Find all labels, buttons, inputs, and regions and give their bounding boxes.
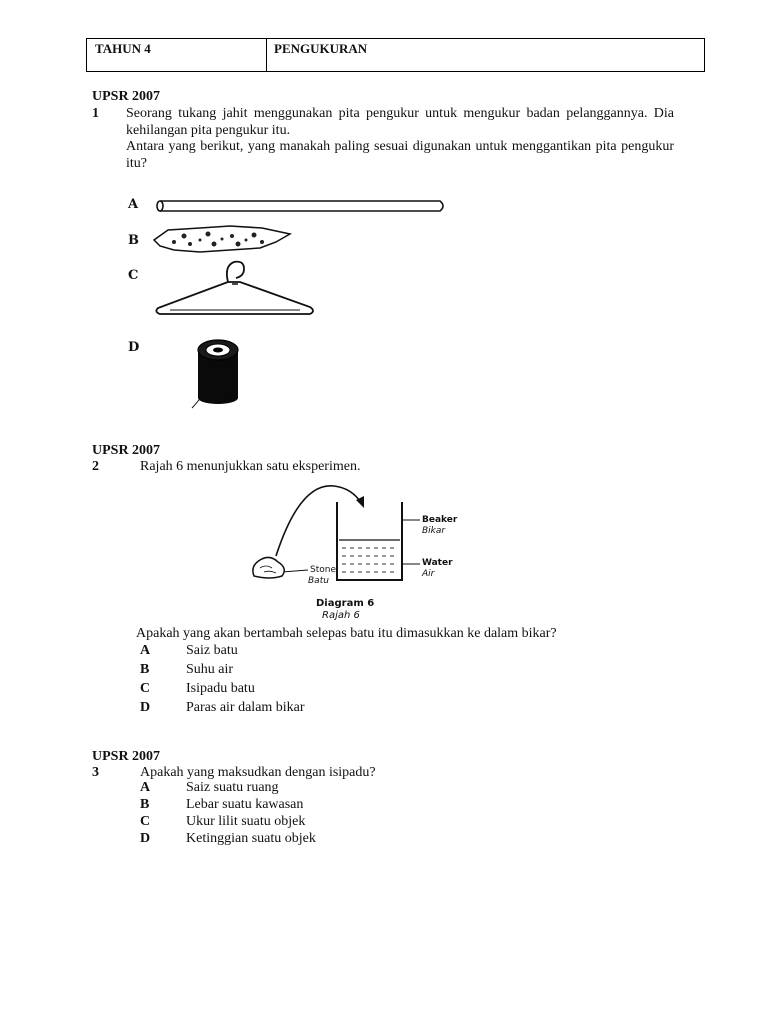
q1-option-c-label: C (128, 268, 139, 283)
q2-option-c-text: Isipadu batu (186, 681, 255, 696)
beaker-label-en: Beaker (422, 515, 458, 525)
q2-option-a-letter: A (140, 643, 151, 658)
q2-source: UPSR 2007 (92, 443, 161, 458)
q2-option-b-text: Suhu air (186, 662, 234, 677)
q3-option-d-letter: D (140, 831, 151, 846)
q3-option-c-letter: C (140, 814, 151, 829)
q2-stem: Rajah 6 menunjukkan satu eksperimen. (140, 459, 361, 474)
rod-icon (150, 196, 450, 216)
q1-line2: Antara yang berikut, yang manakah paling sesuai digunakan untuk menggantikan pita pengukur itu? (126, 139, 674, 171)
q1-number: 1 (92, 106, 99, 121)
stone-label-ms: Batu (308, 576, 329, 586)
water-label-ms: Air (422, 569, 435, 579)
q3-option-d-text: Ketinggian suatu objek (186, 831, 316, 846)
q2-question: Apakah yang akan bertambah selepas batu itu dimasukkan ke dalam bikar? (136, 626, 557, 641)
q2-option-a-text: Saiz batu (186, 643, 238, 658)
header-table (86, 38, 705, 72)
q1-option-b-label: B (128, 233, 139, 248)
header-topic: PENGUKURAN (274, 41, 368, 56)
q1-source: UPSR 2007 (92, 89, 161, 104)
q2-option-d-letter: D (140, 700, 151, 715)
q2-number: 2 (92, 459, 99, 474)
diagram-6 (240, 478, 460, 623)
q3-option-c-text: Ukur lilit suatu objek (186, 814, 306, 829)
q1-option-d-label: D (128, 340, 140, 355)
q3-number: 3 (92, 765, 99, 780)
diagram-title-ms: Rajah 6 (322, 610, 360, 621)
q3-option-b-letter: B (140, 797, 150, 812)
diagram-title-en: Diagram 6 (316, 598, 375, 609)
q3-source: UPSR 2007 (92, 749, 161, 764)
q2-option-d-text: Paras air dalam bikar (186, 700, 305, 715)
water-label-en: Water (422, 558, 453, 568)
q2-option-c-letter: C (140, 681, 151, 696)
thread-spool-icon (190, 336, 246, 410)
q3-option-a-letter: A (140, 780, 151, 795)
hanger-icon (150, 256, 320, 320)
cloth-icon (150, 222, 295, 256)
q3-question: Apakah yang maksudkan dengan isipadu? (140, 765, 376, 780)
stone-label-en: Stone (310, 565, 336, 575)
q2-option-b-letter: B (140, 662, 150, 677)
q1-text (126, 106, 674, 172)
q1-line1: Seorang tukang jahit menggunakan pita pengukur untuk mengukur badan pelanggannya. Dia kehilangan pita pengukur itu. (126, 106, 674, 138)
q3-option-b-text: Lebar suatu kawasan (186, 797, 304, 812)
beaker-label-ms: Bikar (422, 526, 446, 536)
header-year: TAHUN 4 (87, 39, 267, 71)
q1-option-a-label: A (128, 197, 139, 212)
q3-option-a-text: Saiz suatu ruang (186, 780, 279, 795)
